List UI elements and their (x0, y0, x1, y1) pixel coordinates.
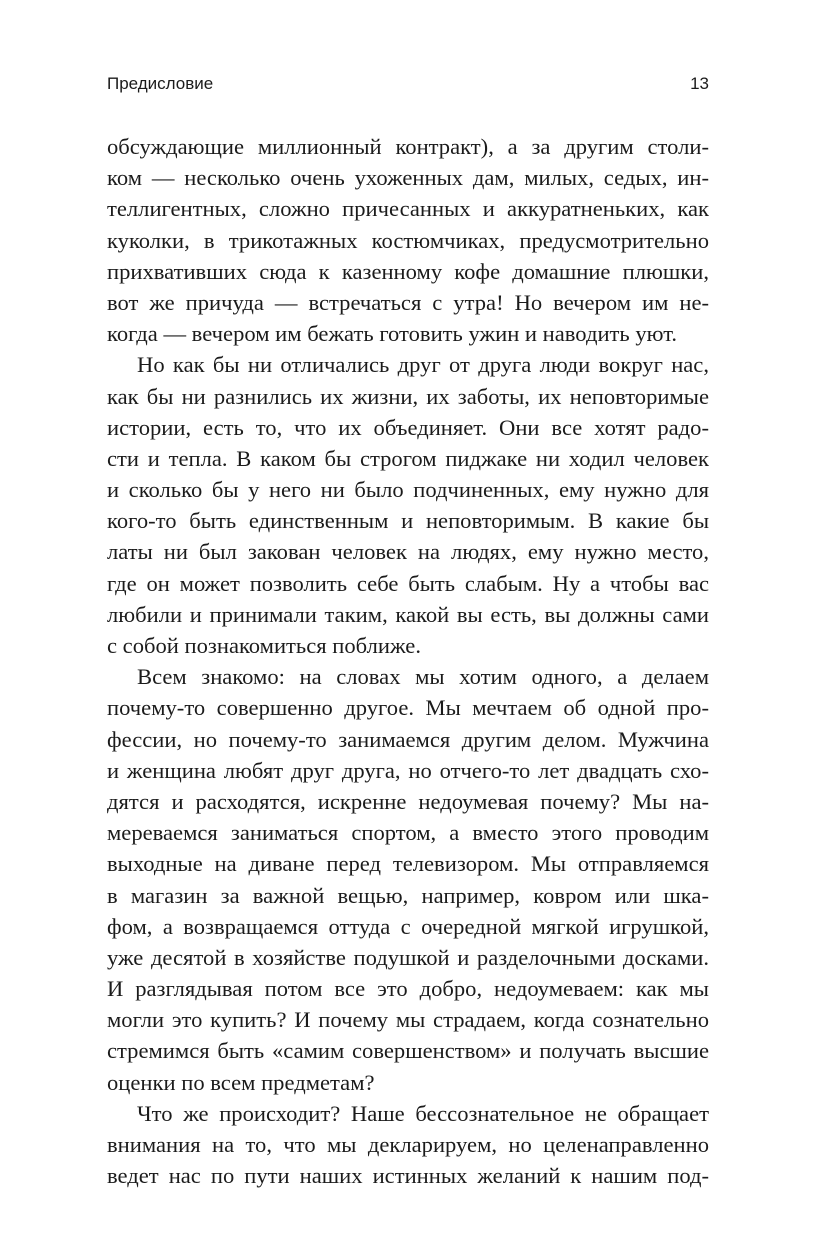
text-line: и сколько бы у него ни было подчиненных, ему нужно для (107, 477, 709, 503)
text-line: теллигентных, сложно причесанных и аккуратненьких, как (107, 196, 709, 222)
page-number: 13 (690, 74, 709, 93)
text-line: И разглядывая потом все это добро, недоумеваем: как мы (107, 976, 709, 1002)
text-line: Что же происходит? Наше бессознательное не обращает (137, 1100, 709, 1126)
text-line: Но как бы ни отличались друг от друга люди вокруг нас, (137, 352, 709, 378)
text-line: любили и принимали таким, какой вы есть, вы должны сами (107, 601, 709, 627)
text-line: кого-то быть единственным и неповторимым. В какие бы (107, 508, 709, 534)
text-line: оценки по всем предметам? (107, 1069, 375, 1095)
text-line: фом, а возвращаемся оттуда с очередной мягкой игрушкой, (107, 913, 709, 939)
text-line: ведет нас по пути наших истинных желаний к нашим под- (107, 1163, 709, 1189)
text-line: истории, есть то, что их объединяет. Они все хотят радо- (107, 414, 709, 440)
text-line: и женщина любят друг друга, но отчего-то лет двадцать схо- (107, 757, 709, 783)
text-line: фессии, но почему-то занимаемся другим делом. Мужчина (107, 726, 709, 752)
text-line: где он может позволить себе быть слабым. Ну а чтобы вас (107, 570, 709, 596)
text-line: прихвативших сюда к казенному кофе домашние плюшки, (107, 258, 709, 284)
text-line: выходные на диване перед телевизором. Мы отправляемся (107, 851, 709, 877)
text-line: сти и тепла. В каком бы строгом пиджаке ни ходил человек (107, 445, 709, 471)
text-line: с собой познакомиться поближе. (107, 633, 421, 658)
section-title: Предисловие (107, 74, 214, 93)
paragraph (107, 1098, 709, 1192)
text-line: Всем знакомо: на словах мы хотим одного, а делаем (137, 664, 709, 690)
text-line: почему-то совершенно другое. Мы мечтаем об одной про- (107, 695, 709, 721)
text-line: в магазин за важной вещью, например, ковром или шка- (107, 882, 709, 908)
text-line: куколки, в трикотажных костюмчиках, предусмотрительно (107, 227, 709, 253)
text-line: вот же причуда — встречаться с утра! Но вечером им не- (107, 289, 709, 315)
paragraph (107, 349, 709, 661)
text-line: внимания на то, что мы декларируем, но целенаправленно (107, 1132, 709, 1157)
text-line: как бы ни разнились их жизни, их заботы, их неповторимые (107, 383, 709, 409)
text-line: дятся и расходятся, искренне недоумевая почему? Мы на- (107, 788, 709, 814)
text-line: стремимся быть «самим совершенством» и получать высшие (107, 1038, 709, 1064)
text-line: обсуждающие миллионный контракт), а за другим столи- (107, 134, 709, 159)
running-head (107, 72, 709, 96)
paragraph (107, 131, 709, 349)
text-line: могли это купить? И почему мы страдаем, когда сознательно (107, 1007, 709, 1033)
text-line: ком — несколько очень ухоженных дам, милых, седых, ин- (107, 165, 709, 191)
text-line: когда — вечером им бежать готовить ужин и наводить уют. (107, 321, 678, 347)
text-line: мереваемся заниматься спортом, а вместо этого проводим (107, 820, 709, 846)
paragraph (107, 661, 709, 1098)
text-line: уже десятой в хозяйстве подушкой и разделочными досками. (107, 944, 709, 970)
text-line: латы ни был закован человек на людях, ему нужно место, (107, 539, 709, 565)
body-text (107, 131, 709, 1191)
